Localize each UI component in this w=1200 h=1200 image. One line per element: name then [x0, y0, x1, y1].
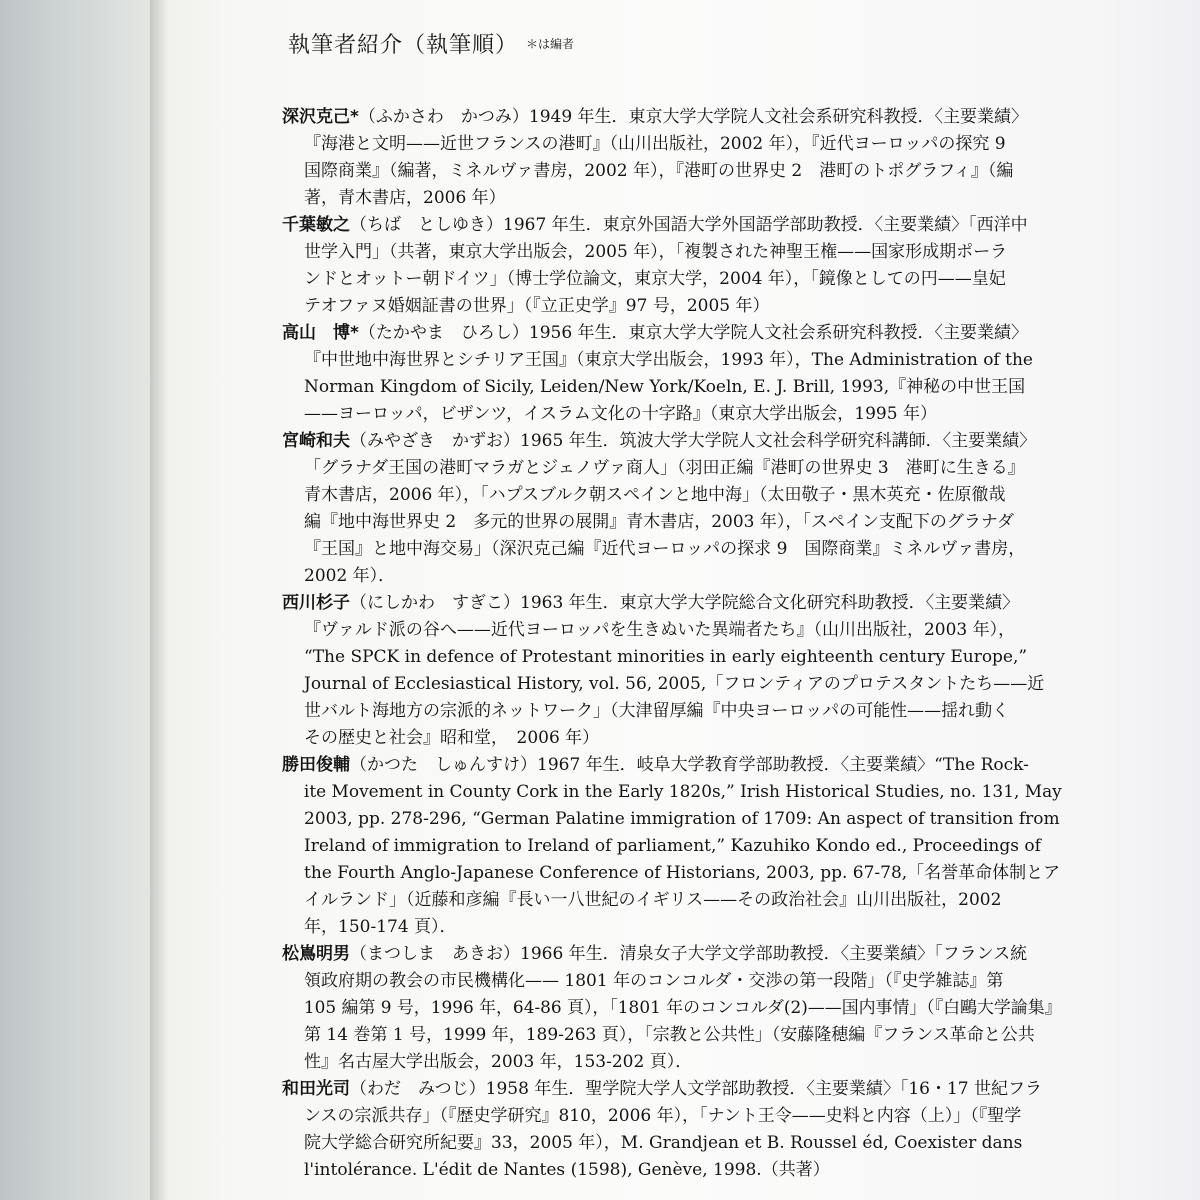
- contributor-name: 西川杉子: [282, 593, 350, 613]
- entry-line: 世バルト海地方の宗派的ネットワーク」（大津留厚編『中央ヨーロッパの可能性——揺れ動く: [304, 701, 1010, 721]
- entry-line: 国際商業』（編著，ミネルヴァ書房，2002 年），『港町の世界史 2 港町のトポグラフィ』（編: [304, 161, 1014, 181]
- entry-line: [282, 428, 1062, 455]
- entry-line: 世学入門」（共著，東京大学出版会，2005 年），「複製された神聖王権——国家形成期ポーラ: [304, 242, 1008, 262]
- contributor-name: 勝田俊輔: [282, 755, 350, 775]
- entry-line: 青木書店，2006 年），「ハプスブルク朝スペインと地中海」（太田敬子・黒木英充・佐原徹哉: [304, 485, 1006, 505]
- entry-line: 2003, pp. 278-296, “German Palatine immigration of 1709: An aspect of transition from: [304, 809, 1060, 829]
- heading-note: ＊は編者: [526, 37, 575, 51]
- entry-line: [282, 320, 1062, 347]
- entry-line: [282, 590, 1062, 617]
- entry-line: 編『地中海世界史 2 多元的世界の展開』青木書店，2003 年），「スペイン支配下のグラナダ: [304, 512, 1015, 532]
- entry-text: （まつしま あきお）1966 年生．清泉女子大学文学部助教授．〈主要業績〉「フランス統: [350, 944, 1028, 964]
- contributor-entry: [282, 752, 1062, 941]
- contributor-name: 和田光司: [282, 1079, 350, 1099]
- entry-text: （ちば としゆき）1967 年生．東京外国語大学外国語学部助教授．〈主要業績〉「西洋中: [350, 215, 1028, 235]
- entry-line: ンドとオットー朝ドイツ」（博士学位論文，東京大学，2004 年），「鏡像としての円——皇妃: [304, 269, 1006, 289]
- entry-text: （みやざき かずお）1965 年生．筑波大学大学院人文社会科学研究科講師．〈主要業績〉: [350, 431, 1037, 451]
- entry-line: 領政府期の教会の市民機構化—— 1801 年のコンコルダ・交渉の第一段階」（『史学雑誌』第: [304, 971, 1004, 991]
- entry-line: 第 14 巻第 1 号，1999 年，189-263 頁），「宗教と公共性」（安藤隆穂編『フランス革命と公共: [304, 1025, 1035, 1045]
- entry-line: Journal of Ecclesiastical History, vol. 56, 2005,「フロンティアのプロテスタントたち——近: [304, 674, 1045, 694]
- entry-line: 年，150-174 頁）．: [304, 917, 457, 937]
- entry-text: （わだ みつじ）1958 年生．聖学院大学人文学部助教授．〈主要業績〉「16・17 世紀フラ: [350, 1079, 1042, 1099]
- contributor-entry: [282, 1076, 1062, 1184]
- entry-text: （かつた しゅんすけ）1967 年生．岐阜大学教育学部助教授．〈主要業績〉“The Rock-: [350, 755, 1029, 775]
- entry-line: ite Movement in County Cork in the Early 1820s,” Irish Historical Studies, no. 131, May: [303, 782, 1062, 802]
- contributor-entry: [282, 941, 1062, 1076]
- entry-text: （にしかわ すぎこ）1963 年生．東京大学大学院総合文化研究科助教授．〈主要業績〉: [350, 593, 1020, 613]
- entry-line: 105 編第 9 号，1996 年，64-86 頁），「1801 年のコンコルダ(2)——国内事情」（『白鷗大学論集』: [303, 998, 1062, 1018]
- entry-line: 『ヴァルド派の谷へ——近代ヨーロッパを生きぬいた異端者たち』（山川出版社，2003 年），: [304, 620, 1016, 640]
- heading-title: 執筆者紹介（執筆順）: [288, 33, 519, 58]
- contributor-list: [282, 104, 1062, 1184]
- entry-line: Norman Kingdom of Sicily, Leiden/New York/Koeln, E. J. Brill, 1993,『神秘の中世王国: [304, 377, 1026, 397]
- contributor-name: 高山 博*: [282, 323, 359, 343]
- book-edge: [0, 0, 160, 1200]
- contributor-entry: [282, 320, 1062, 428]
- contributor-name: 宮崎和夫: [282, 431, 350, 451]
- entry-line: 院大学総合研究所紀要』33，2005 年），M. Grandjean et B. Roussel éd, Coexister dans: [304, 1133, 1023, 1153]
- entry-line: テオファヌ婚姻証書の世界」（『立正史学』97 号，2005 年）: [304, 296, 770, 316]
- entry-line: ンスの宗派共存」（『歴史学研究』810，2006 年），「ナント王令——史料と内容（上）」（『聖学: [304, 1106, 1022, 1126]
- entry-line: Ireland of immigration to Ireland of parliament,” Kazuhiko Kondo ed., Proceedings of: [304, 836, 1041, 856]
- page-gutter-shadow: [150, 0, 168, 1200]
- entry-line: [282, 1076, 1062, 1103]
- contributor-name: 千葉敏之: [282, 215, 350, 235]
- entry-line: 『中世地中海世界とシチリア王国』（東京大学出版会，1993 年），The Administration of the: [304, 350, 1033, 370]
- contributor-name: 深沢克己*: [282, 107, 359, 127]
- contributor-entry: [282, 590, 1062, 752]
- entry-line: [282, 104, 1062, 131]
- entry-line: 性』名古屋大学出版会，2003 年，153-202 頁）．: [304, 1052, 693, 1072]
- section-heading: [288, 28, 574, 59]
- contributor-entry: [282, 428, 1062, 590]
- entry-text: （ふかさわ かつみ）1949 年生．東京大学大学院人文社会系研究科教授．〈主要業績〉: [358, 107, 1029, 127]
- entry-line: the Fourth Anglo-Japanese Conference of Historians, 2003, pp. 67-78,「名誉革命体制とア: [304, 863, 1061, 883]
- contributor-entry: [282, 212, 1062, 320]
- contributor-entry: [282, 104, 1062, 212]
- entry-line: [282, 752, 1062, 779]
- entry-line: [282, 941, 1062, 968]
- entry-line: 著，青木書店，2006 年）: [304, 188, 506, 208]
- entry-line: 2002 年）．: [304, 566, 396, 586]
- contributor-name: 松嶌明男: [282, 944, 350, 964]
- entry-line: “The SPCK in defence of Protestant minorities in early eighteenth century Europe,”: [304, 647, 1028, 667]
- entry-line: 「グラナダ王国の港町マラガとジェノヴァ商人」（羽田正編『港町の世界史 3 港町に生きる』: [304, 458, 1025, 478]
- entry-line: l'intolérance. L'édit de Nantes (1598), Genève, 1998.（共著）: [304, 1160, 830, 1180]
- entry-line: [282, 212, 1062, 239]
- entry-line: 『王国』と地中海交易」（深沢克己編『近代ヨーロッパの探求 9 国際商業』ミネルヴァ書房，: [304, 539, 1026, 559]
- entry-line: その歴史と社会』昭和堂， 2006 年）: [304, 728, 600, 748]
- entry-line: 『海港と文明——近世フランスの港町』（山川出版社，2002 年），『近代ヨーロッパの探究 9: [304, 134, 1006, 154]
- entry-line: ——ヨーロッパ，ビザンツ，イスラム文化の十字路』（東京大学出版会，1995 年）: [304, 404, 937, 424]
- entry-text: （たかやま ひろし）1956 年生．東京大学大学院人文社会系研究科教授．〈主要業績〉: [358, 323, 1029, 343]
- entry-line: イルランド」（近藤和彦編『長い一八世紀のイギリス——その政治社会』山川出版社，2002: [304, 890, 1002, 910]
